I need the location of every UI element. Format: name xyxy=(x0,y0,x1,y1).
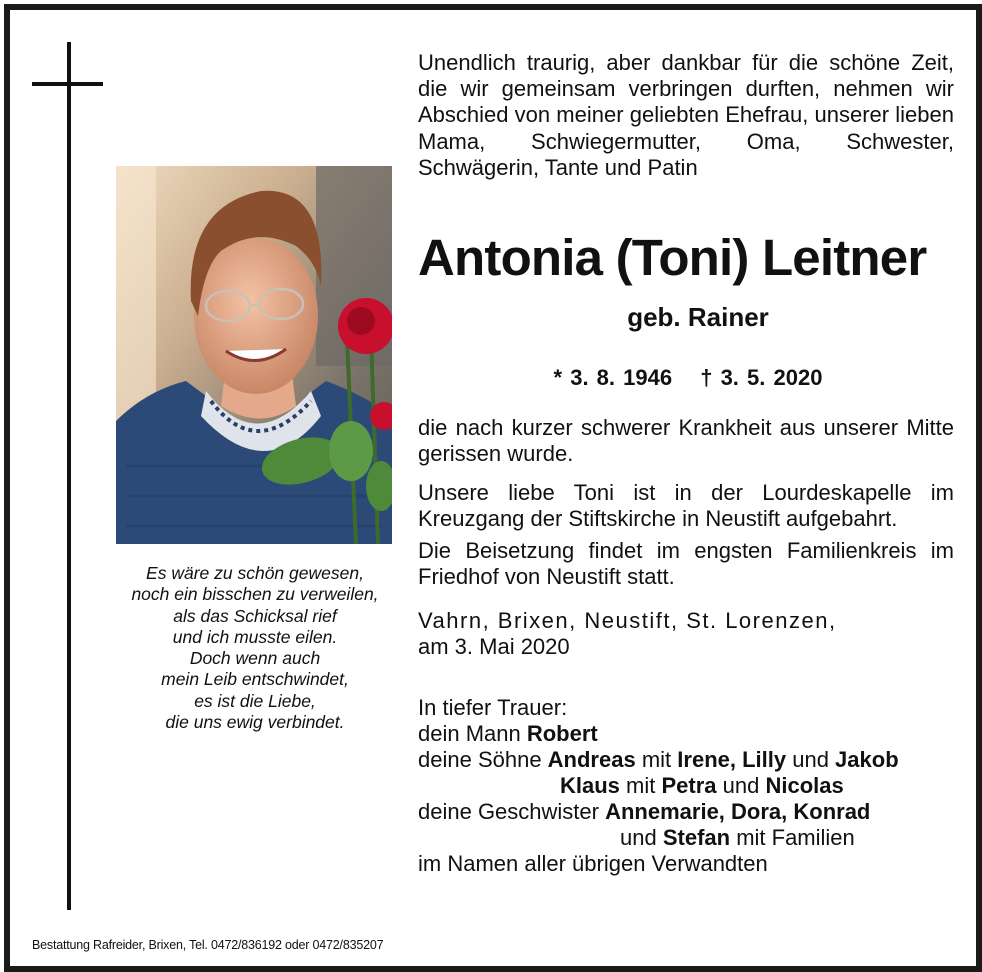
poem xyxy=(100,563,410,733)
paragraph-laid-out: Unsere liebe Toni ist in der Lourdeskapelle im Kreuzgang der Stiftskirche in Neustift aufgebahrt. xyxy=(418,480,954,531)
mourner-name: Nicolas xyxy=(765,773,844,798)
intro-text: Unendlich traurig, aber dankbar für die schöne Zeit, die wir gemeinsam verbringen durften, nehmen wir Abschied von meiner geliebten Ehefrau, unserer lieben Mama, Schwiegermutter, Oma, Schwester, Schwägerin, Tante und Patin xyxy=(418,50,954,180)
mourner-line xyxy=(418,721,958,747)
poem-line: und ich musste eilen. xyxy=(172,626,338,647)
mourner-name: Andreas xyxy=(547,747,636,772)
mourner-name: Klaus xyxy=(560,773,620,798)
poem-line: als das Schicksal rief xyxy=(173,605,337,626)
mourner-line xyxy=(418,773,958,799)
mourner-line: im Namen aller übrigen Verwandten xyxy=(418,851,768,876)
mourner-name: Robert xyxy=(526,721,598,746)
mourner-name: Irene, Lilly xyxy=(677,747,787,772)
life-dates xyxy=(418,365,958,391)
mourner-text: mit xyxy=(619,773,662,798)
obituary-frame xyxy=(4,4,982,972)
mourner-name: Jakob xyxy=(835,747,899,772)
mourner-text: deine Söhne xyxy=(418,747,548,772)
deceased-name: Antonia (Toni) Leitner xyxy=(418,229,927,286)
mourner-line xyxy=(418,799,958,825)
mourner-name: Stefan xyxy=(662,825,731,850)
paragraph-illness: die nach kurzer schwerer Krankheit aus unserer Mitte gerissen wurde. xyxy=(418,415,954,466)
cross-icon-bar xyxy=(32,82,103,86)
poem-line: Doch wenn auch xyxy=(189,648,321,669)
mourner-text: mit Familien xyxy=(730,825,855,850)
poem-line: Es wäre zu schön gewesen, xyxy=(146,563,364,583)
mourner-line xyxy=(418,825,958,851)
mourner-text: und xyxy=(786,747,836,772)
funeral-home-footer: Bestattung Rafreider, Brixen, Tel. 0472/836192 oder 0472/835207 xyxy=(32,938,384,952)
maiden-name: geb. Rainer xyxy=(627,302,769,332)
mourner-name: Petra xyxy=(661,773,717,798)
portrait-illustration xyxy=(116,166,392,544)
paragraph-burial: Die Beisetzung findet im engsten Familienkreis im Friedhof von Neustift statt. xyxy=(418,538,954,589)
poem-line: die uns ewig verbindet. xyxy=(165,712,345,733)
mourner-text: deine Geschwister xyxy=(418,799,606,824)
poem-line: mein Leib entschwindet, xyxy=(161,669,349,690)
poem-line: noch ein bisschen zu verweilen, xyxy=(131,584,379,605)
date: am 3. Mai 2020 xyxy=(418,634,570,659)
mourner-text: und xyxy=(620,825,663,850)
birth-date: * 3. 8. 1946 xyxy=(553,365,673,390)
poem-line: es ist die Liebe, xyxy=(194,690,316,711)
mourners-list xyxy=(418,695,958,877)
mourner-line xyxy=(418,747,958,773)
place: Vahrn, Brixen, Neustift, St. Lorenzen, xyxy=(418,608,837,633)
mourner-text: mit xyxy=(635,747,678,772)
mourners-heading: In tiefer Trauer: xyxy=(418,695,568,720)
portrait-photo xyxy=(116,166,392,544)
mourner-name: Annemarie, Dora, Konrad xyxy=(605,799,871,824)
place-date xyxy=(418,608,954,660)
mourner-text: und xyxy=(716,773,766,798)
death-date: † 3. 5. 2020 xyxy=(700,365,823,390)
mourner-text: dein Mann xyxy=(418,721,527,746)
cross-icon xyxy=(67,42,71,910)
